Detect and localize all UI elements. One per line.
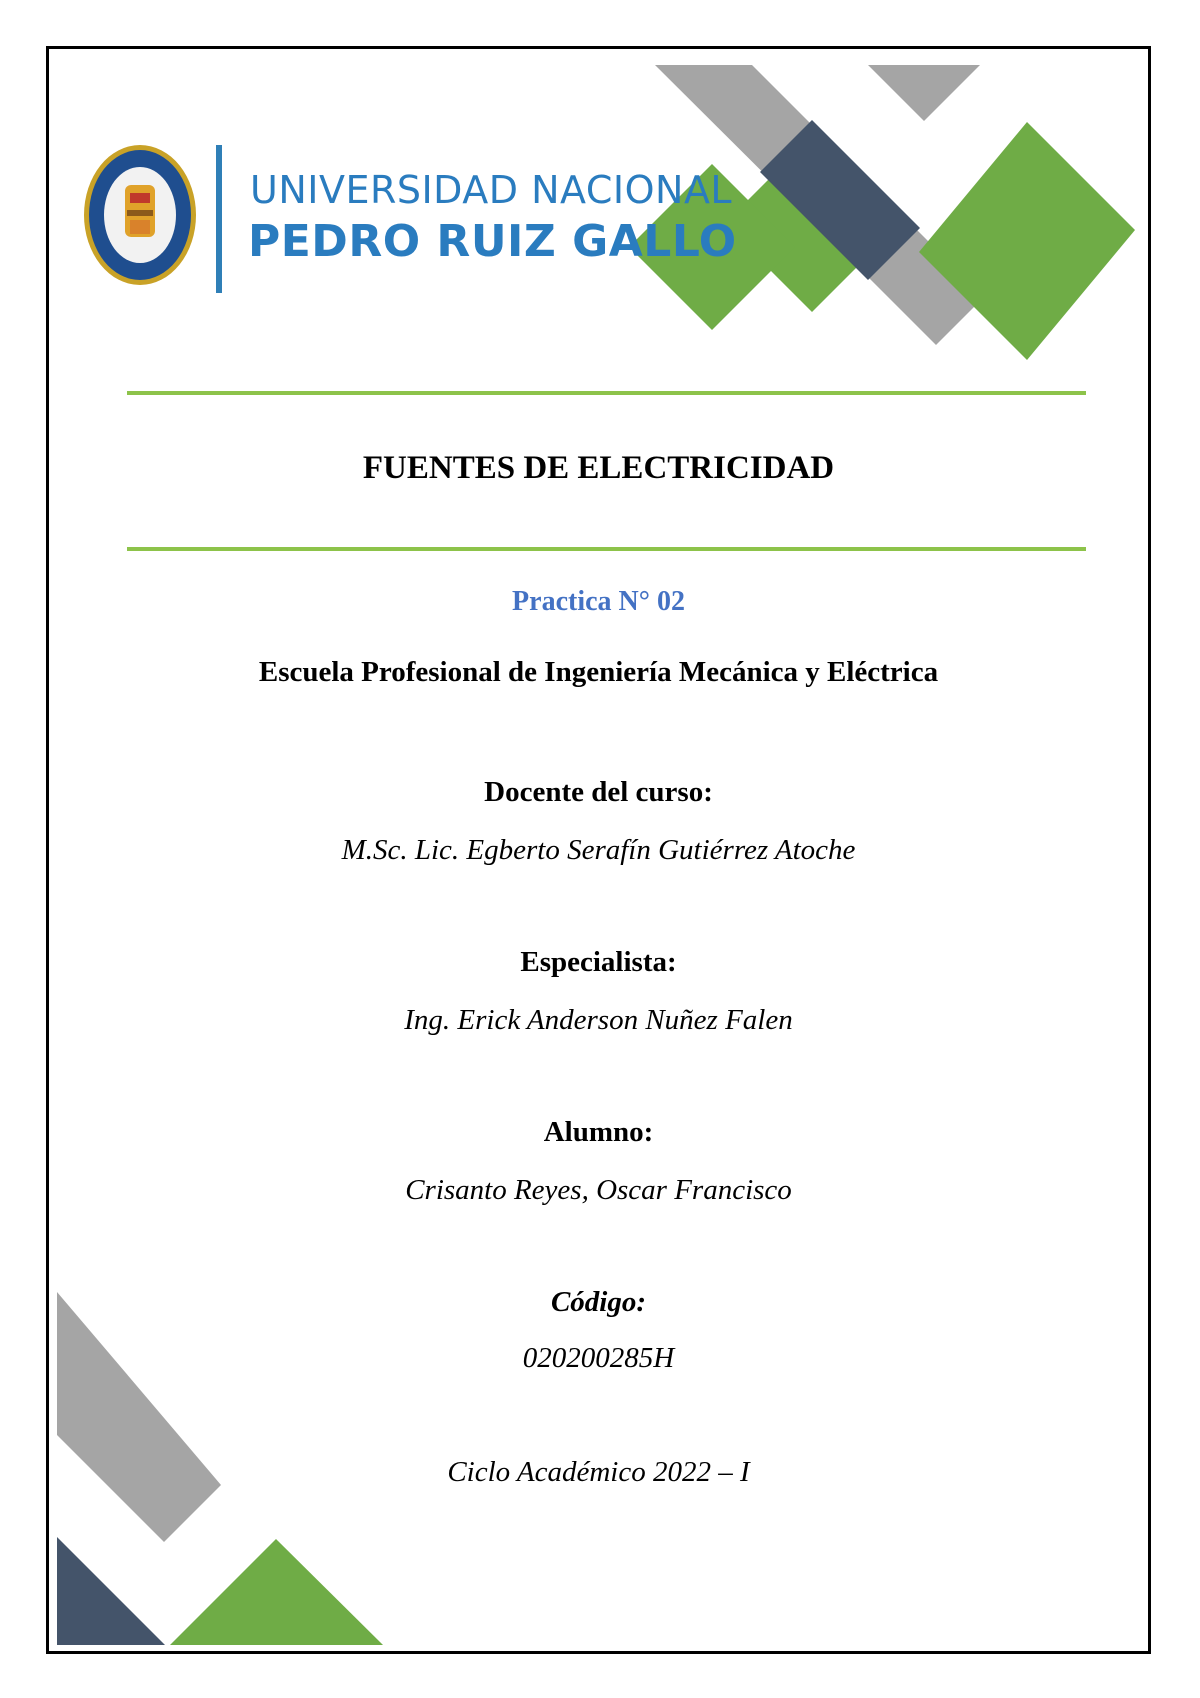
teacher-name: M.Sc. Lic. Egberto Serafín Gutiérrez Atoche (341, 834, 856, 866)
title-rule-top (127, 391, 1086, 395)
specialist-name: Ing. Erick Anderson Nuñez Falen (404, 1004, 793, 1036)
academic-cycle: Ciclo Académico 2022 – I (447, 1456, 750, 1488)
deco-green-triangle-bottom (170, 1539, 383, 1645)
deco-gray-band-bottom (57, 1292, 221, 1542)
school-name: Escuela Profesional de Ingeniería Mecánica y Eléctrica (258, 656, 939, 688)
code-label: Código: (550, 1286, 647, 1318)
logo-divider (216, 145, 222, 293)
student-code: 020200285H (522, 1342, 675, 1374)
document-title: FUENTES DE ELECTRICIDAD (362, 450, 835, 486)
teacher-label: Docente del curso: (484, 776, 713, 808)
student-label: Alumno: (543, 1116, 654, 1148)
student-name: Crisanto Reyes, Oscar Francisco (405, 1174, 792, 1206)
university-name-line2: PEDRO RUIZ GALLO (248, 216, 737, 267)
deco-navy-triangle-bottom (57, 1537, 165, 1645)
deco-gray-triangle-top (868, 65, 980, 121)
practica-number: Practica N° 02 (512, 586, 685, 617)
title-rule-bottom (127, 547, 1086, 551)
university-name-line1: UNIVERSIDAD NACIONAL (250, 168, 733, 212)
university-seal-icon (80, 140, 200, 290)
specialist-label: Especialista: (520, 946, 677, 978)
